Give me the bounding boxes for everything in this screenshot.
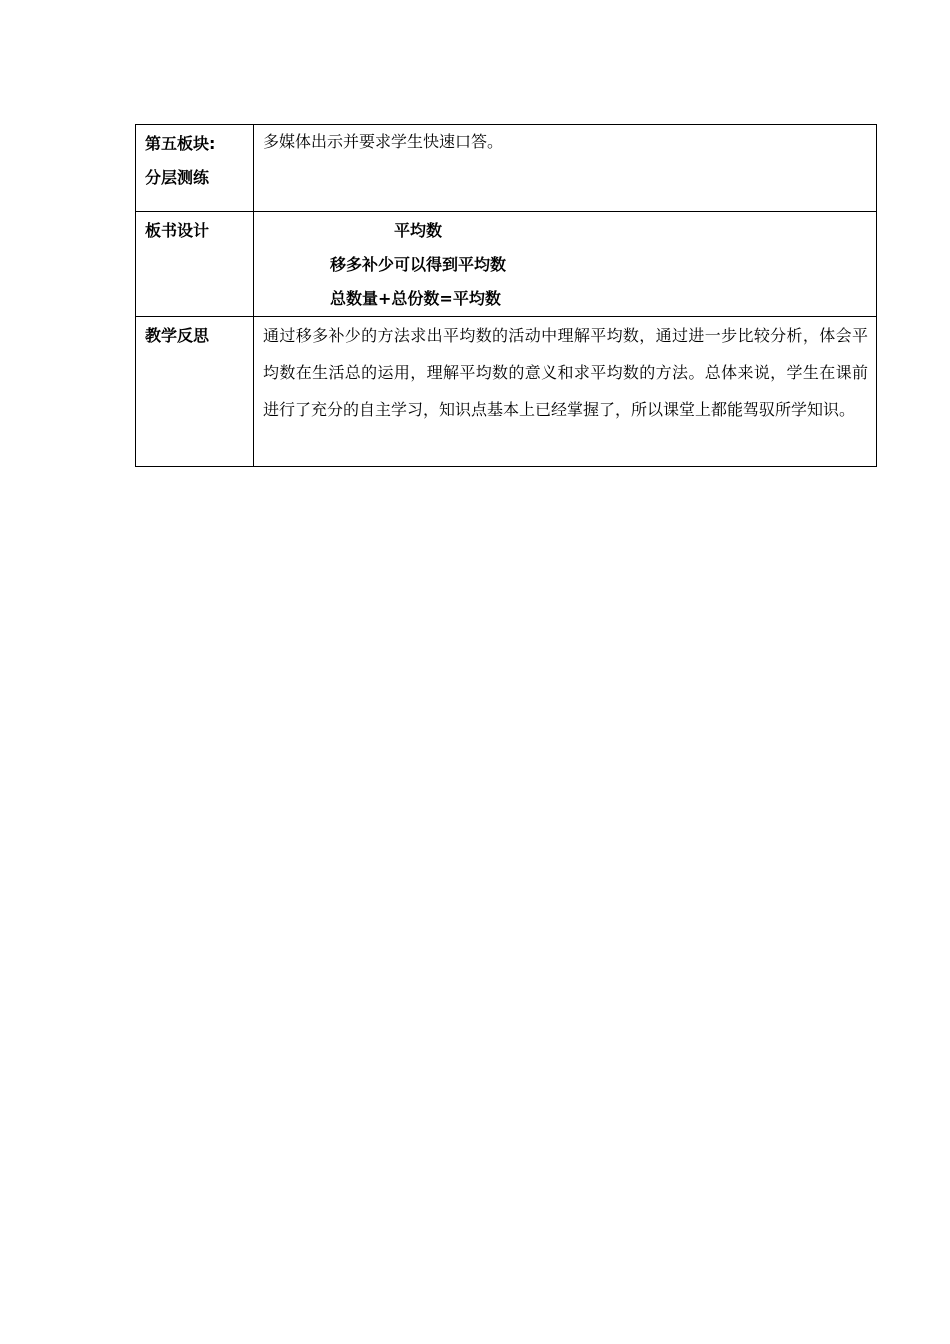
row-label-line2: 分层测练 <box>145 168 210 187</box>
lesson-plan-table <box>135 124 877 467</box>
board-line-1: 移多补少可以得到平均数 <box>330 255 507 274</box>
table-row-teaching-reflection <box>136 317 877 467</box>
table-row-layered-practice <box>136 125 877 212</box>
row-content-cell <box>254 317 877 467</box>
row-label-cell <box>136 212 254 317</box>
row-label: 板书设计 <box>145 221 210 240</box>
board-line-2: 总数量+总份数=平均数 <box>330 289 501 308</box>
row-content-cell <box>254 125 877 212</box>
row-label-cell <box>136 125 254 212</box>
row-content-cell <box>254 212 877 317</box>
reflection-text: 通过移多补少的方法求出平均数的活动中理解平均数，通过进一步比较分析，体会平均数在生活总的运用，理解平均数的意义和求平均数的方法。总体来说，学生在课前进行了充分的自主学习，知识点基本上已经掌握了，所以课堂上都能驾驭所学知识。 <box>263 326 868 419</box>
row-label-cell <box>136 317 254 467</box>
row-label-line1: 第五板块: <box>145 134 216 153</box>
practice-instruction-text: 多媒体出示并要求学生快速口答。 <box>263 132 504 151</box>
table-row-board-design <box>136 212 877 317</box>
board-title: 平均数 <box>394 221 443 240</box>
row-label: 教学反思 <box>145 326 210 345</box>
